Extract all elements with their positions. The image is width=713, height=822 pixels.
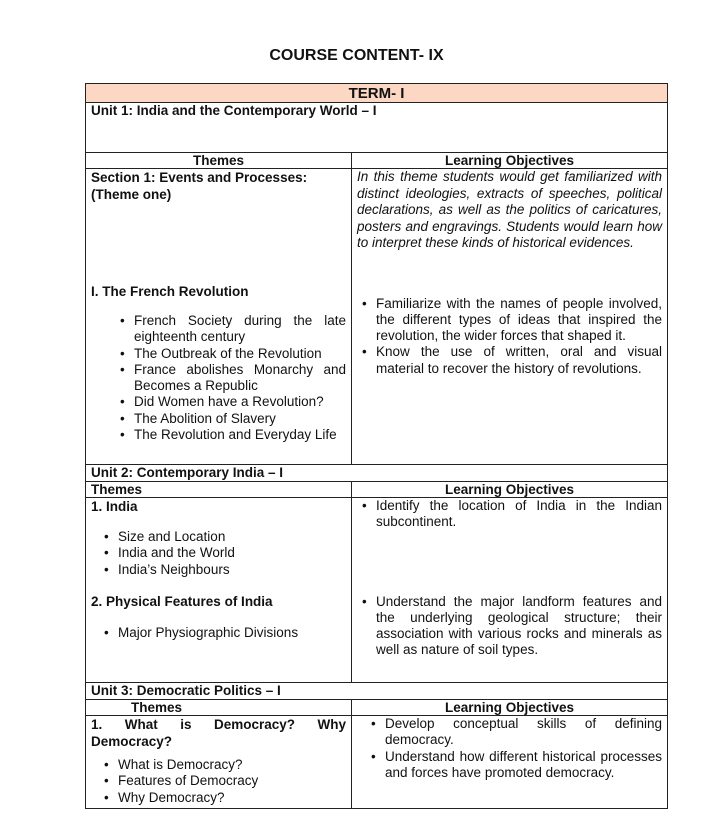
list-item: • Features of Democracy <box>118 773 346 789</box>
unit3-content-row <box>85 716 668 809</box>
list-item: • The Abolition of Slavery <box>134 411 346 427</box>
unit1-columns-header <box>85 153 668 169</box>
list-item: • Size and Location <box>118 529 346 545</box>
unit2-columns-header <box>85 482 668 498</box>
unit3-themes-cell <box>86 716 352 808</box>
list-item: • Major Physiographic Divisions <box>118 625 346 641</box>
list-item: • India and the World <box>118 545 346 561</box>
list-item: • Did Women have a Revolution? <box>134 394 346 410</box>
unit2-theme1-title: 1. India <box>91 499 138 514</box>
list-item: • Familiarize with the names of people involved, the different types of ideas that inspired the revolution, the wider forces that shaped it. <box>376 296 662 345</box>
term-header: TERM- I <box>85 83 668 103</box>
list-item: • Develop conceptual skills of defining democracy. <box>385 716 662 749</box>
unit1-topic-list <box>134 313 346 443</box>
unit1-themes-cell <box>86 169 352 464</box>
list-item: • India’s Neighbours <box>118 562 346 578</box>
list-item: • Why Democracy? <box>118 790 346 806</box>
unit1-content-row <box>85 169 668 465</box>
unit2-theme2-title: 2. Physical Features of India <box>91 593 273 609</box>
unit2-theme2-objectives <box>376 594 662 659</box>
unit3-themes-header: Themes <box>86 700 352 715</box>
unit3-heading-text: Unit 3: Democratic Politics – I <box>91 683 281 698</box>
unit3-heading <box>85 683 668 700</box>
page-title: COURSE CONTENT- IX <box>269 47 444 64</box>
unit2-content-row <box>85 498 668 683</box>
unit3-objectives-cell <box>352 716 667 808</box>
unit2-themes-header: Themes <box>86 482 352 497</box>
unit2-themes-cell <box>86 498 352 682</box>
list-item: • The Outbreak of the Revolution <box>134 346 346 362</box>
unit3-theme1-topics <box>118 757 346 806</box>
list-item: • The Revolution and Everyday Life <box>134 427 346 443</box>
unit1-subtopic-title: I. The French Revolution <box>91 284 249 299</box>
unit3-objective-list <box>385 716 662 781</box>
list-item: • Identify the location of India in the Indian subcontinent. <box>376 498 662 531</box>
list-item: • French Society during the late eighteenth century <box>134 313 346 346</box>
unit3-columns-header <box>85 700 668 716</box>
unit2-heading-text: Unit 2: Contemporary India – I <box>91 465 284 480</box>
unit1-section-title: Section 1: Events and Processes: (Theme one) <box>91 170 308 202</box>
unit1-objectives-cell <box>352 169 667 464</box>
list-item: • Know the use of written, oral and visual material to recover the history of revolutions. <box>376 344 662 377</box>
list-item: • France abolishes Monarchy and Becomes a Republic <box>134 362 346 395</box>
unit2-heading <box>85 465 668 482</box>
unit1-objectives-header: Learning Objectives <box>444 153 575 168</box>
unit2-theme1-topics <box>118 529 346 578</box>
unit1-heading <box>85 103 668 153</box>
unit3-objectives-header: Learning Objectives <box>444 700 575 715</box>
unit1-heading-text: Unit 1: India and the Contemporary World – I <box>91 103 377 118</box>
list-item: • Understand the major landform features and the underlying geological structure; their association with various rocks and minerals as well as nature of soil types. <box>376 594 662 659</box>
course-content-table <box>85 83 668 809</box>
unit1-section-intro: In this theme students would get familiarized with distinct ideologies, extracts of speeches, political declarations, as well as the politics of caricatures, posters and engravings. Students would learn how to interpret these kinds of historical evidences. <box>357 169 662 250</box>
list-item: • What is Democracy? <box>118 757 346 773</box>
list-item: • Understand how different historical processes and forces have promoted democracy. <box>385 749 662 782</box>
unit2-theme2-topics <box>118 625 346 641</box>
unit2-theme1-objectives <box>376 498 662 531</box>
unit1-themes-header: Themes <box>86 153 352 168</box>
unit1-objective-list <box>376 296 662 377</box>
unit3-theme1-title: 1. What is Democracy? Why Democracy? <box>91 717 346 749</box>
unit2-objectives-header: Learning Objectives <box>444 482 575 497</box>
unit2-objectives-cell <box>352 498 667 682</box>
